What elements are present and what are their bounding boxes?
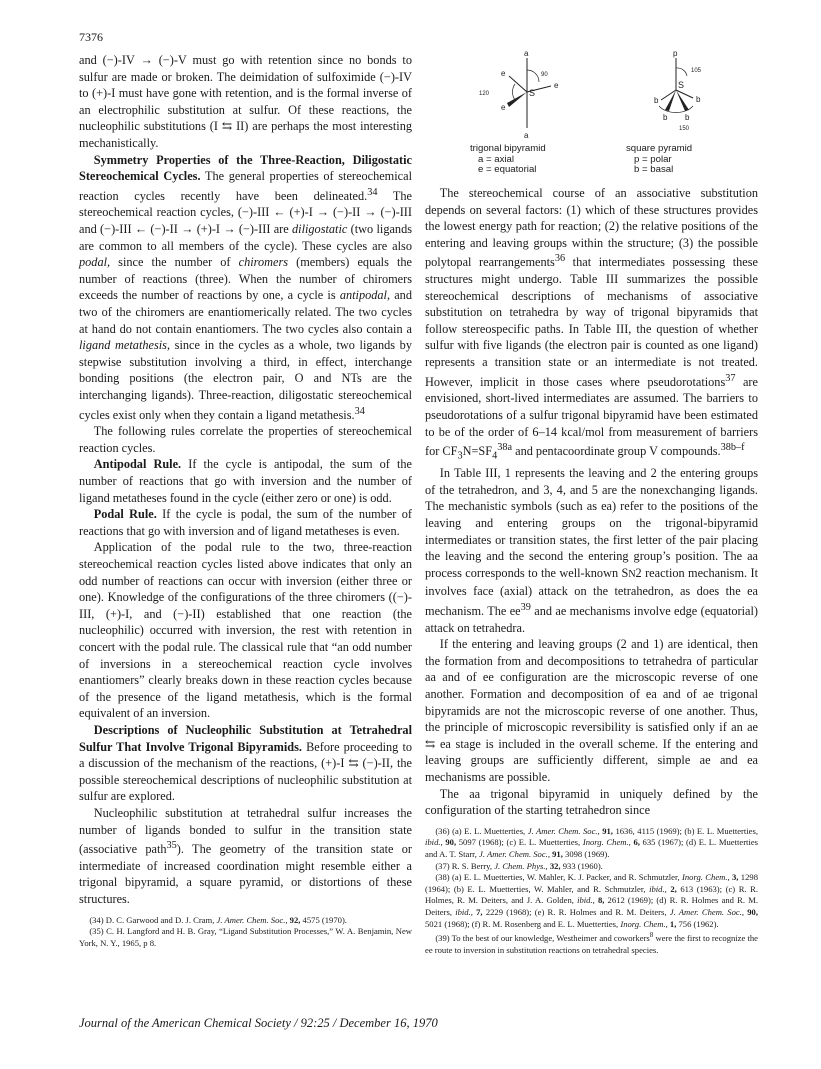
reference-item: (35) C. H. Langford and H. B. Gray, “Ligand Substitution Processes,” W. A. Benjamin, New York, N. Y., 1965, p 8. (79, 926, 412, 948)
tbp-caption-title: trigonal bipyramid (470, 143, 546, 154)
trigonal-bipyramid-figure (465, 48, 585, 140)
reference-item: (38) (a) E. L. Muetterties, W. Mahler, K. J. Packer, and R. Schmutzler, Inorg. Chem., 3, 1298 (1964); (b) E. L. Muetterties, W. Mahler, and R. Schmutzler, ibid., 2, 613 (1963); (c) R. R. Holmes, R. M. Deiters, and J. A. Golden, ibid., 8, 2612 (1969); (d) R. R. Holmes and R. M. Deiters, ibid., 7, 2229 (1968); (e) R. R. Holmes and R. M. Deiters, J. Amer. Chem. Soc., 90, 5021 (1968); (f) R. M. Rosenberg and E. L. Muetterties, Inorg. Chem., 1, 756 (1962). (425, 872, 759, 929)
tbp-caption (470, 144, 546, 176)
reference-item: (39) To the best of our knowledge, Westheimer and coworkers$^8$ were the first to recognize the ee route to inversion in substitution reactions on tetrahedral species. (425, 931, 758, 955)
equatorial-label-back: e (501, 69, 506, 78)
sp-caption-title: square pyramid (626, 143, 693, 154)
reference-item: (37) R. S. Berry, J. Chem. Phys., 32, 933 (1960). (435, 860, 603, 871)
body-paragraph: Podal Rule. If the cycle is podal, the sum of the number of reactions that go with inversion and of ligand metatheses is even. (79, 507, 412, 538)
right-column (425, 185, 758, 956)
equatorial-label-right: e (554, 81, 559, 90)
sp-legend-basal: b = basal (634, 164, 674, 176)
sp-legend-polar: p = polar (634, 153, 672, 165)
body-paragraph: The following rules correlate the properties of stereochemical reaction cycles. (79, 424, 412, 455)
sulfur-atom-label: S (678, 80, 685, 90)
equatorial-bond-back (509, 76, 527, 92)
sulfur-atom-label: S (529, 88, 536, 98)
trigonal-bipyramid-diagram (465, 48, 585, 140)
page-number: 7376 (79, 30, 103, 44)
body-paragraph: Application of the podal rule to the two, three-reaction stereochemical reaction cycles listed above indicates that only an odd number of reactions can occur with inversion (either three or one). Knowledge of the configurations of the three chiromers ((−)-III, (+)-I, and (−)-II) established that one reaction (the nucleophilic) occurred with inversion, the rest with retention in concert with the podal rule. The classical rule that “an odd number of inversions in a stereochemical reaction cycle involves enantiomers” clearly breaks down in these reaction cycles because of the presence of the ligand metathesis, which is the formal equivalent of an inversion. (79, 540, 412, 721)
body-paragraph: Antipodal Rule. If the cycle is antipodal, the sum of the number of reactions that go with inversion and the number of ligand metatheses found in the cycle (either zero or one) is odd. (79, 457, 412, 505)
structure-figures (425, 48, 758, 180)
angle-90-arc (527, 70, 539, 82)
right-body (425, 185, 758, 819)
angle-105-label: 105 (691, 68, 702, 74)
equatorial-label-front: e (501, 103, 506, 112)
square-pyramid-figure (621, 48, 731, 140)
left-body (79, 52, 412, 908)
basal-label-front-left: b (663, 113, 668, 122)
right-references (425, 826, 758, 956)
tbp-legend-equatorial: e = equatorial (478, 164, 537, 176)
body-paragraph: Nucleophilic substitution at tetrahedral sulfur increases the number of ligands bonded to sulfur in the transition state (associative path$^{35}$). The geometry of the transition state or intermediate of increased coordination might resemble either a trigonal bipyramid, a square pyramid, or distortions of these structures. (79, 805, 413, 906)
journal-footer: Journal of the American Chemical Society / 92:25 / December 16, 1970 (79, 1016, 438, 1030)
angle-120-label: 120 (479, 91, 490, 97)
body-paragraph: If the entering and leaving groups (2 and 1) are identical, then the formation from and decompositions to tetrahedra of particular aa and of ee configuration are the microscopic reverse of one another. Formation and decomposition of ea and of ae trigonal bipyramids are not the microscopic reverse of one another. Thus, the principle of microscopic reversibility is satisfied only if an ae ⇆ ea stage is included in the overall scheme. If the entering and leaving groups are sufficiently different, simple ae and ea mechanisms are possible. (425, 637, 758, 785)
left-column (79, 52, 412, 949)
angle-120-arc (512, 84, 515, 100)
left-references (79, 915, 412, 950)
body-paragraph: The aa trigonal bipyramid in uniquely defined by the configuration of the starting tetrahedron since (425, 786, 758, 818)
body-paragraph: Descriptions of Nucleophilic Substitution at Tetrahedral Sulfur That Involve Trigonal Bipyramids. Before proceeding to a discussion of the mechanism of the reactions, (+)-I ⇆ (−)-II, the possible stereochemical descriptions of nucleophilic substitution at sulfur are explored. (79, 722, 413, 804)
basal-label-left: b (654, 96, 659, 105)
body-paragraph: In Table III, 1 represents the leaving and 2 the entering groups of the tetrahedron, and 3, 4, and 5 are the nonexchanging ligands. The mechanistic symbols (such as ea) refer to the positions of the leaving and entering groups on the trigonal-bipyramid intermediates or transition states, the first letter of the pair placing the leaving and the second the entering group’s position. The aa process corresponds to the well-known SN2 reaction mechanism. It involves face (axial) attack on the tetrahedron, as does the ea mechanism. The $ee^{39}$ and ae mechanisms involve edge (equatorial) attack on tetrahedra. (425, 466, 758, 635)
basal-label-right: b (696, 95, 701, 104)
angle-150-label: 150 (679, 126, 690, 132)
polar-label: p (673, 49, 678, 58)
axial-label-top: a (524, 49, 529, 58)
equatorial-wedge-bond (507, 92, 527, 107)
tbp-legend-axial: a = axial (478, 153, 514, 165)
basal-label-front-right: b (685, 113, 690, 122)
axial-label-bottom: a (524, 131, 529, 140)
reference-item: (34) D. C. Garwood and D. J. Cram, J. Amer. Chem. Soc., 92, 4575 (1970). (89, 914, 347, 925)
sp-caption (626, 144, 692, 176)
angle-90-label: 90 (541, 72, 548, 78)
angle-105-arc (676, 68, 687, 76)
body-paragraph: and (−)-IV → (−)-V must go with retention since no bonds to sulfur are made or broken. The deimidation of sulfoximide (−)-IV to (+)-I must have gone with retention, and is the formal inverse of an electrophilic substitution at sulfur. Of these reactions, the nucleophilic substitutions (I ⇆ II) are perhaps the most interesting mechanistically. (79, 53, 412, 150)
square-pyramid-diagram (621, 48, 731, 140)
reference-item: (36) (a) E. L. Muetterties, J. Amer. Chem. Soc., 91, 1636, 4115 (1969); (b) E. L. Muetterties, ibid., 90, 5097 (1968); (c) E. L. Muetterties, Inorg. Chem., 6, 635 (1967); (d) E. L. Muetterties and A. T. Starr, J. Amer. Chem. Soc., 91, 3098 (1969). (425, 825, 758, 859)
body-paragraph: The stereochemical course of an associative substitution depends on several factors: (1) which of these structures provides the lowest energy path for reaction; (2) the relative positions of the entering and leaving groups within the structure; (3) the possible polytopal rearrangements$^{36}$ that intermediates possessing these structures might undergo. Table III summarizes the possible stereochemical descriptions of mechanisms of associative substitution on tetrahedra by way of trigonal bipyramids that follow stereospecific paths. In Table III, the question of whether sulfur with five ligands (the electron pair is counted as one ligand) represents a transition state or an intermediate is not treated. However, implicit in those cases where pseudorotations$^{37}$ are envisioned, short-lived intermediates are assumed. The barriers to pseudorotations of a sulfur trigonal bipyramid have been estimated to be of the order of 6–14 kcal/mol from measurement of barriers for $CF_3N=SF_4^{38a}$ and pentacoordinate group V compounds.$^{38b-f}$ (425, 186, 758, 462)
body-paragraph: Symmetry Properties of the Three-Reaction, Diligostatic Stereochemical Cycles. The general properties of stereochemical reaction cycles recently have been delineated.$^{34}$ The stereochemical reaction cycles, (−)-III ← (+)-I → (−)-II → (−)-III and (−)-III ← (−)-II → (+)-I → (−)-III are diligostatic (two ligands are common to all members of the cycle). These cycles are also podal, since the number of chiromers (members) equals the number of reactions (three). When the number of chiromers exceeds the number of reactions by one, a cycle is antipodal, and two of the chiromers are enantiomerically related. The two cycles at hand do not contain enantiomers. The two cycles also contain a ligand metathesis, since in the cycles as a whole, two ligands by stepwise substitution involving a third, in effect, interchange bonding positions (the electron pair, O and NTs are the interchanging ligands). Three-reaction, diligostatic stereochemical cycles exist only when they contain a ligand metathesis.$^{34}$ (79, 152, 413, 422)
